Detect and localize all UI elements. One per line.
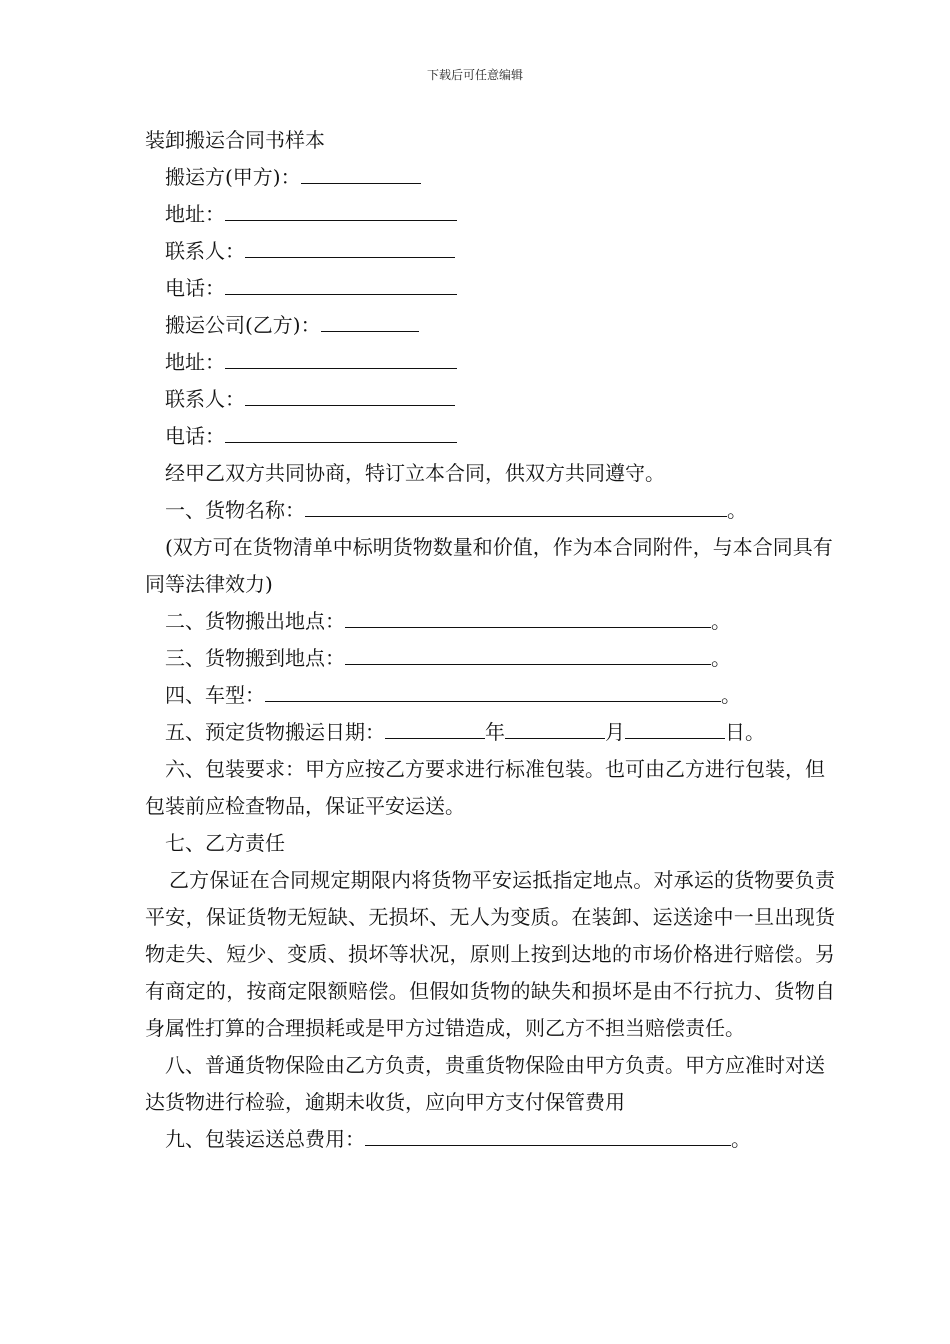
clause-4-line [145,677,835,714]
clause-3-period: 。 [711,646,731,670]
clause-1-label: 一、货物名称： [165,498,305,522]
year-blank[interactable] [385,714,485,739]
clause-1-note: (双方可在货物清单中标明货物数量和价值，作为本合同附件，与本合同具有同等法律效力) [145,535,833,596]
contract-document [145,122,835,1158]
intro-text: 经甲乙双方共同协商，特订立本合同，供双方共同遵守。 [165,461,665,485]
clause-7-title: 七、乙方责任 [165,831,285,855]
party-b-contact-blank[interactable] [245,381,455,406]
clause-3-line [145,640,835,677]
clause-5-line [145,714,835,751]
party-a-line [145,159,835,196]
clause-6-text: 六、包装要求：甲方应按乙方要求进行标准包装。也可由乙方进行包装，但包装前应检查物品，保证平安运送。 [145,757,825,818]
party-a-phone-line [145,270,835,307]
party-a-phone-blank[interactable] [225,270,457,295]
month-label: 月 [605,720,625,744]
clause-4-period: 。 [721,683,741,707]
clause-4-label: 四、车型： [165,683,265,707]
party-b-blank[interactable] [321,307,419,332]
clause-1-line [145,492,835,529]
year-label: 年 [485,720,505,744]
clause-7-body: 乙方保证在合同规定期限内将货物平安运抵指定地点。对承运的货物要负责平安，保证货物无短缺、无损坏、无人为变质。在装卸、运送途中一旦出现货物走失、短少、变质、损坏等状况，原则上按到达地的市场价格进行赔偿。另有商定的，按商定限额赔偿。但假如货物的缺失和损坏是由不行抗力、货物自身属性打算的合理损耗或是甲方过错造成，则乙方不担当赔偿责任。 [145,868,835,1040]
party-a-blank[interactable] [301,159,421,184]
party-b-phone-line [145,418,835,455]
page-header-note: 下载后可任意编辑 [426,68,523,82]
party-b-line [145,307,835,344]
document-title: 装卸搬运合同书样本 [145,128,325,152]
party-a-address-line [145,196,835,233]
clause-2-label: 二、货物搬出地点： [165,609,345,633]
clause-2-period: 。 [711,609,731,633]
clause-9-blank[interactable] [365,1121,731,1146]
month-blank[interactable] [505,714,605,739]
party-a-contact-label: 联系人： [165,239,245,263]
day-label: 日。 [725,720,765,744]
clause-3-label: 三、货物搬到地点： [165,646,345,670]
clause-3-blank[interactable] [345,640,711,665]
party-b-phone-blank[interactable] [225,418,457,443]
party-a-contact-line [145,233,835,270]
party-b-address-label: 地址： [165,350,225,374]
party-b-address-line [145,344,835,381]
clause-8-text: 八、普通货物保险由乙方负责，贵重货物保险由甲方负责。甲方应准时对送达货物进行检验，逾期未收货，应向甲方支付保管费用 [145,1053,825,1114]
party-b-address-blank[interactable] [225,344,457,369]
day-blank[interactable] [625,714,725,739]
clause-1-period: 。 [727,498,747,522]
party-a-label: 搬运方(甲方)： [165,165,301,189]
party-b-contact-line [145,381,835,418]
clause-9-line [145,1121,835,1158]
party-a-contact-blank[interactable] [245,233,455,258]
clause-2-blank[interactable] [345,603,711,628]
party-a-phone-label: 电话： [165,276,225,300]
party-a-address-label: 地址： [165,202,225,226]
party-b-label: 搬运公司(乙方)： [165,313,321,337]
party-b-phone-label: 电话： [165,424,225,448]
clause-4-blank[interactable] [265,677,721,702]
party-b-contact-label: 联系人： [165,387,245,411]
clause-2-line [145,603,835,640]
clause-9-period: 。 [731,1127,751,1151]
party-a-address-blank[interactable] [225,196,457,221]
clause-1-blank[interactable] [305,492,727,517]
clause-5-label: 五、预定货物搬运日期： [165,720,385,744]
clause-9-label: 九、包装运送总费用： [165,1127,365,1151]
